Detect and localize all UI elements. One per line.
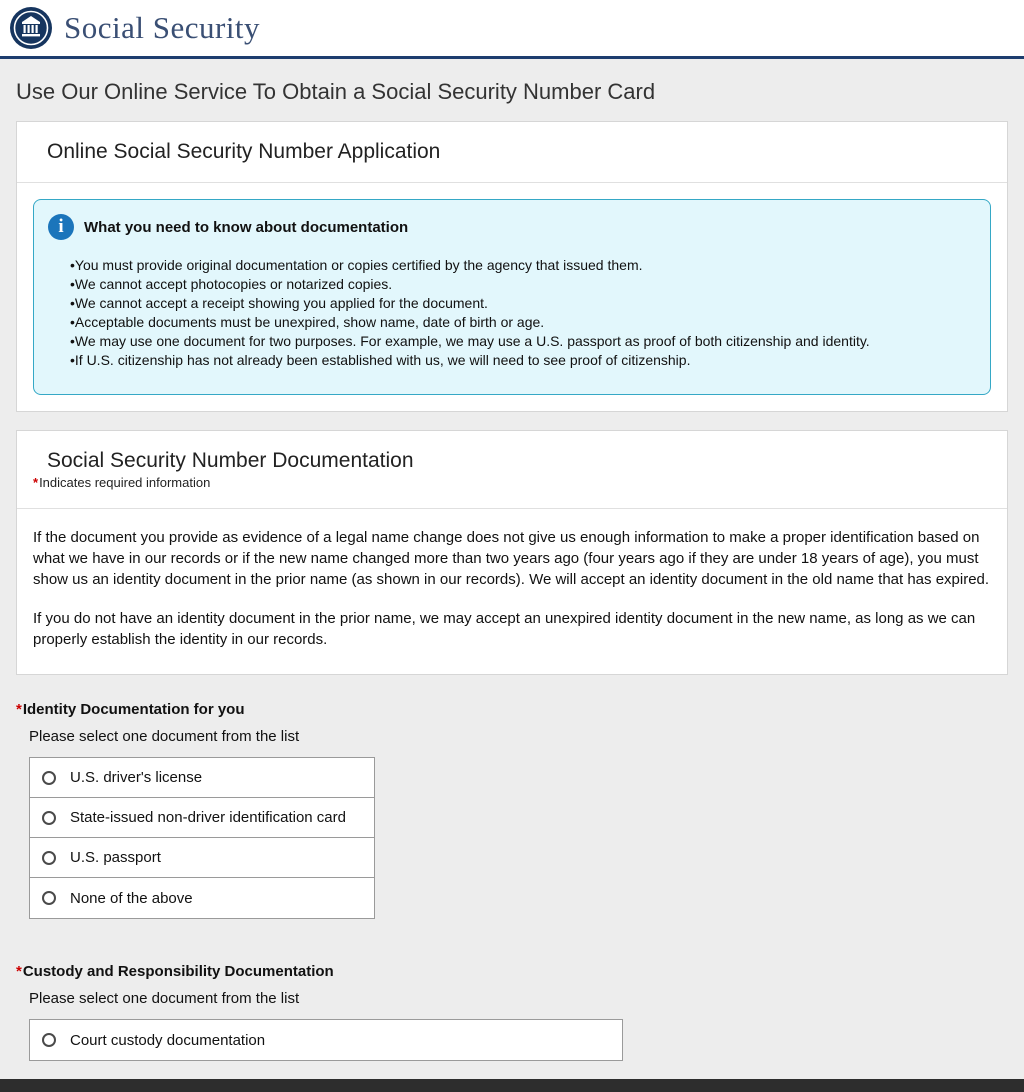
required-note-text: Indicates required information	[39, 475, 211, 490]
custody-label-text: Custody and Responsibility Documentation	[22, 963, 334, 980]
application-card-title: Online Social Security Number Application	[47, 140, 441, 163]
info-bullet: • Acceptable documents must be unexpired, show name, date of birth or age.	[70, 313, 972, 332]
info-box-wrapper	[17, 183, 1007, 411]
identity-section-instruction: Please select one document from the list	[29, 728, 300, 745]
identity-section-label	[16, 701, 1008, 718]
application-card	[16, 121, 1008, 412]
radio-option-label: Court custody documentation	[70, 1031, 266, 1049]
documentation-info-box	[33, 199, 991, 395]
required-asterisk: *	[16, 701, 22, 718]
identity-radio-option[interactable]	[30, 838, 374, 878]
info-icon: i	[48, 214, 74, 240]
documentation-card-header	[17, 431, 1007, 509]
documentation-paragraph: If you do not have an identity document in the prior name, we may accept an unexpired identity document in the new name, as long as we can properly establish the identity in our records.	[33, 610, 976, 648]
identity-radio-option[interactable]	[30, 798, 374, 838]
page-title: Use Our Online Service To Obtain a Social Security Number Card	[16, 79, 656, 104]
info-bullet: • We cannot accept a receipt showing you applied for the document.	[70, 294, 972, 313]
footer-bar	[0, 1079, 1024, 1092]
identity-radio-option[interactable]	[30, 758, 374, 798]
radio-option-label: None of the above	[70, 889, 193, 907]
documentation-card-title: Social Security Number Documentation	[47, 449, 414, 472]
radio-button-icon[interactable]	[42, 891, 56, 905]
info-box-title: What you need to know about documentation	[84, 218, 409, 236]
radio-button-icon[interactable]	[42, 771, 56, 785]
info-bullet: • You must provide original documentation or copies certified by the agency that issued them.	[70, 256, 972, 275]
identity-radio-group	[29, 757, 375, 919]
brand-title: Social Security	[64, 10, 261, 45]
radio-option-label: State-issued non-driver identification card	[70, 809, 346, 826]
custody-section-instruction: Please select one document from the list	[29, 990, 300, 1007]
required-asterisk: *	[33, 475, 39, 490]
identity-label-text: Identity Documentation for you	[22, 701, 245, 718]
documentation-paragraph: If the document you provide as evidence of a legal name change does not give us enough information to make a proper identification based on what we have in our records or if the new name changed more than two years ago (four years ago if they are under 18 years of age), you must show us an identity document in the prior name (as shown in our records). We will accept an identity document in the old name that has expired.	[33, 529, 990, 588]
application-card-header	[17, 122, 1007, 183]
radio-option-label: U.S. driver's license	[70, 769, 203, 786]
radio-option-label: U.S. passport	[70, 849, 161, 866]
custody-section-label	[16, 963, 1008, 980]
custody-documentation-section	[16, 963, 1008, 1061]
top-banner	[0, 0, 1024, 59]
identity-documentation-section	[16, 701, 1008, 919]
info-bullet-list	[70, 256, 972, 370]
custody-radio-option[interactable]	[30, 1020, 622, 1060]
social-security-seal-icon	[10, 7, 52, 49]
radio-button-icon[interactable]	[42, 1033, 56, 1047]
info-bullet: • We cannot accept photocopies or notarized copies.	[70, 275, 972, 294]
documentation-card-body	[17, 509, 1007, 674]
info-bullet: • We may use one document for two purposes. For example, we may use a U.S. passport as proof of both citizenship and identity.	[70, 332, 972, 351]
identity-radio-option[interactable]	[30, 878, 374, 918]
documentation-card	[16, 430, 1008, 675]
info-bullet: • If U.S. citizenship has not already been established with us, we will need to see proof of citizenship.	[70, 351, 972, 370]
custody-radio-group	[29, 1019, 623, 1061]
required-info-note	[33, 475, 991, 490]
required-asterisk: *	[16, 963, 22, 980]
radio-button-icon[interactable]	[42, 851, 56, 865]
radio-button-icon[interactable]	[42, 811, 56, 825]
